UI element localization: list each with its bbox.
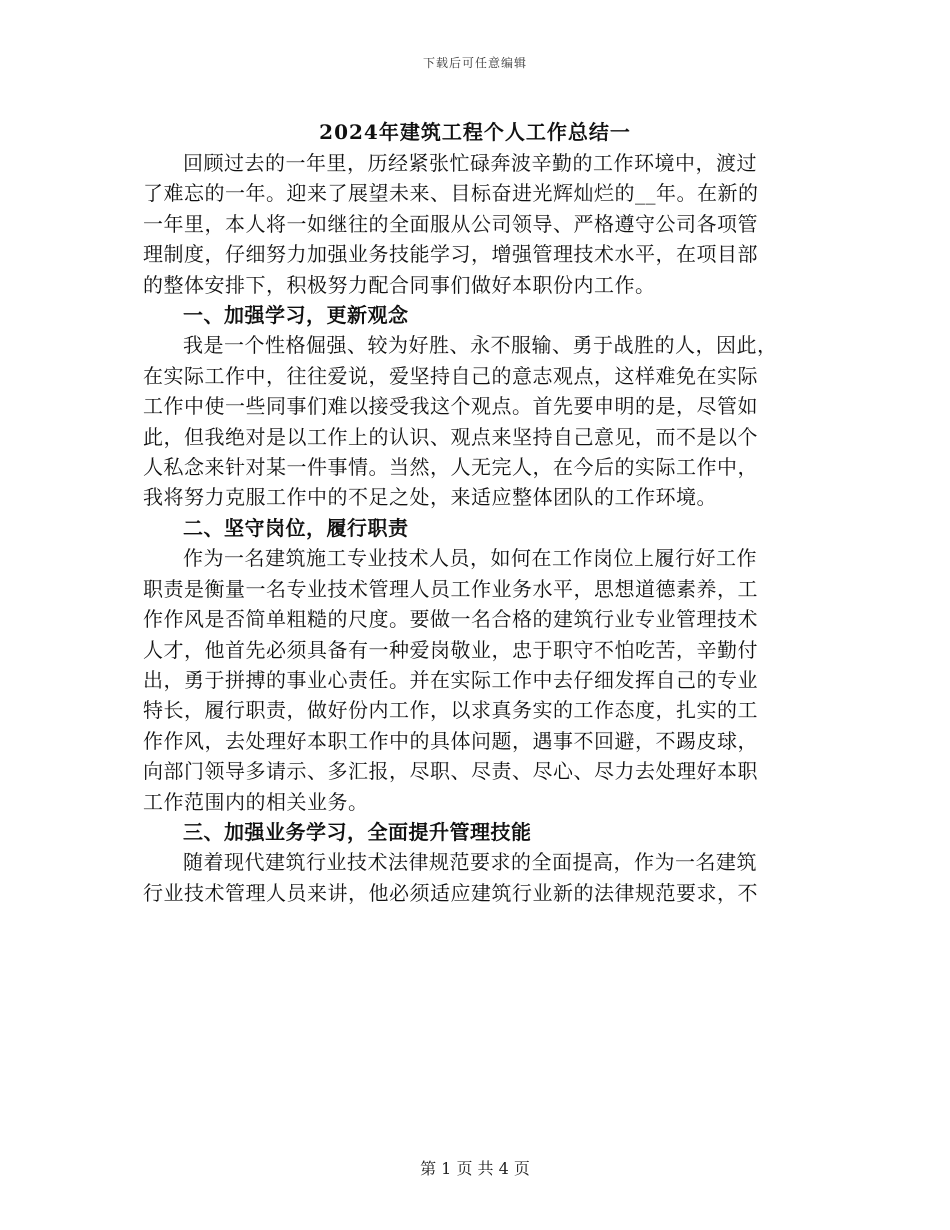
paragraph-line: 了难忘的一年。迎来了展望未来、目标奋进光辉灿烂的__年。在新的 <box>143 181 759 206</box>
paragraph-line: 随着现代建筑行业技术法律规范要求的全面提高，作为一名建筑 <box>183 850 757 875</box>
paragraph-line: 此，但我绝对是以工作上的认识、观点来坚持自己意见，而不是以个 <box>143 424 758 449</box>
paragraph-line: 出，勇于拼搏的事业心责任。并在实际工作中去仔细发挥自己的专业 <box>143 667 758 692</box>
paragraph-line: 一年里，本人将一如继往的全面服从公司领导、严格遵守公司各项管 <box>143 211 758 236</box>
document-body <box>143 148 807 908</box>
paragraph <box>143 543 807 817</box>
paragraph <box>143 148 807 300</box>
paragraph <box>143 330 807 512</box>
paragraph-line: 的整体安排下，积极努力配合同事们做好本职份内工作。 <box>143 272 656 297</box>
paragraph-line: 在实际工作中，往往爱说，爱坚持自己的意志观点，这样难免在实际 <box>143 363 758 388</box>
paragraph-line: 职责是衡量一名专业技术管理人员工作业务水平，思想道德素养，工 <box>143 576 758 601</box>
page-footer: 第 1 页 共 4 页 <box>420 1159 530 1178</box>
paragraph-line: 行业技术管理人员来讲，他必须适应建筑行业新的法律规范要求，不 <box>143 880 758 905</box>
paragraph-line: 作作风是否简单粗糙的尺度。要做一名合格的建筑行业专业管理技术 <box>143 607 758 632</box>
paragraph-line: 工作范围内的相关业务。 <box>143 789 369 814</box>
paragraph-line: 人才，他首先必须具备有一种爱岗敬业，忠于职守不怕吃苦，辛勤付 <box>143 637 758 662</box>
paragraph-line: 我将努力克服工作中的不足之处，来适应整体团队的工作环境。 <box>143 485 717 510</box>
page-header-note: 下载后可任意编辑 <box>422 56 527 70</box>
paragraph-line: 工作中使一些同事们难以接受我这个观点。首先要申明的是，尽管如 <box>143 394 758 419</box>
section-heading: 一、加强学习，更新观念 <box>183 303 409 328</box>
section-heading: 三、加强业务学习，全面提升管理技能 <box>183 819 532 844</box>
paragraph-line: 回顾过去的一年里，历经紧张忙碌奔波辛勤的工作环境中，渡过 <box>183 151 757 175</box>
paragraph-line: 作为一名建筑施工专业技术人员，如何在工作岗位上履行好工作 <box>183 546 757 571</box>
paragraph-line: 向部门领导多请示、多汇报，尽职、尽责、尽心、尽力去处理好本职 <box>143 759 758 784</box>
paragraph <box>143 847 807 908</box>
paragraph-line: 作作风，去处理好本职工作中的具体问题，遇事不回避，不踢皮球， <box>143 728 758 753</box>
document-title: 2024年建筑工程个人工作总结一 <box>319 120 631 144</box>
paragraph-line: 人私念来针对某一件事情。当然，人无完人，在今后的实际工作中， <box>143 455 758 480</box>
section-heading: 二、坚守岗位，履行职责 <box>183 515 409 540</box>
paragraph-line: 理制度，仔细努力加强业务技能学习，增强管理技术水平，在项目部 <box>143 242 758 267</box>
paragraph-line: 特长，履行职责，做好份内工作，以求真务实的工作态度，扎实的工 <box>143 698 758 723</box>
paragraph-line: 我是一个性格倔强、较为好胜、永不服输、勇于战胜的人，因此， <box>183 333 778 358</box>
